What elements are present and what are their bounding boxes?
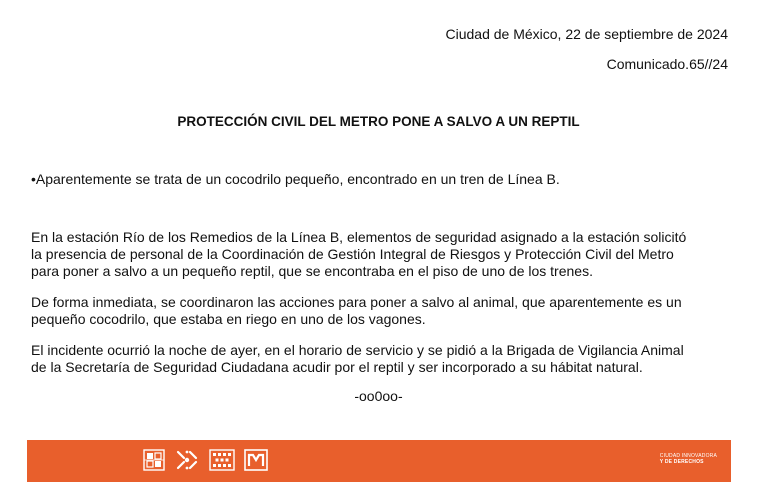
- paragraph-line: de la Secretaría de Seguridad Ciudadana acudir por el reptil y ser incorporado a su hábitat natural.: [31, 359, 643, 375]
- cdmx-emblem-icon: [143, 449, 165, 471]
- footer-logos: [143, 448, 268, 472]
- metro-logo-icon: [244, 449, 268, 471]
- headline: PROTECCIÓN CIVIL DEL METRO PONE A SALVO A UN REPTIL: [177, 114, 580, 129]
- cdmx-pattern-logo-icon: [209, 449, 235, 471]
- tagline-line-2: Y DE DERECHOS: [659, 459, 704, 465]
- date-line: Ciudad de México, 22 de septiembre de 2024: [445, 26, 728, 42]
- paragraph-line: la presencia de personal de la Coordinación de Gestión Integral de Riesgos y Protección Civil del Metro: [31, 246, 674, 262]
- paragraph-line: pequeño cocodrilo, que estaba en riego en uno de los vagones.: [31, 311, 426, 327]
- paragraph-line: El incidente ocurrió la noche de ayer, en el horario de servicio y se pidió a la Brigada de Vigilancia Animal: [31, 342, 684, 358]
- communique-number: Comunicado.65//24: [606, 56, 728, 72]
- cdmx-government-logo-icon: [174, 448, 200, 472]
- summary-bullet: •Aparentemente se trata de un cocodrilo pequeño, encontrado en un tren de Línea B.: [31, 171, 560, 187]
- paragraph-line: De forma inmediata, se coordinaron las acciones para poner a salvo al animal, que aparentemente es un: [31, 294, 682, 310]
- footer-band: [27, 440, 731, 482]
- paragraph-line: para poner a salvo a un pequeño reptil, que se encontraba en el piso de uno de los trenes.: [31, 263, 593, 279]
- footer-tagline: [660, 453, 717, 465]
- paragraph-line: En la estación Río de los Remedios de la Línea B, elementos de seguridad asignado a la estación solicitó: [31, 229, 687, 245]
- paragraph-3: [31, 342, 731, 376]
- paragraph-1: [31, 229, 731, 280]
- paragraph-2: [31, 294, 731, 328]
- tagline-line-1: CIUDAD INNOVADORA: [659, 453, 717, 459]
- closing-mark: -oo0oo-: [354, 388, 403, 404]
